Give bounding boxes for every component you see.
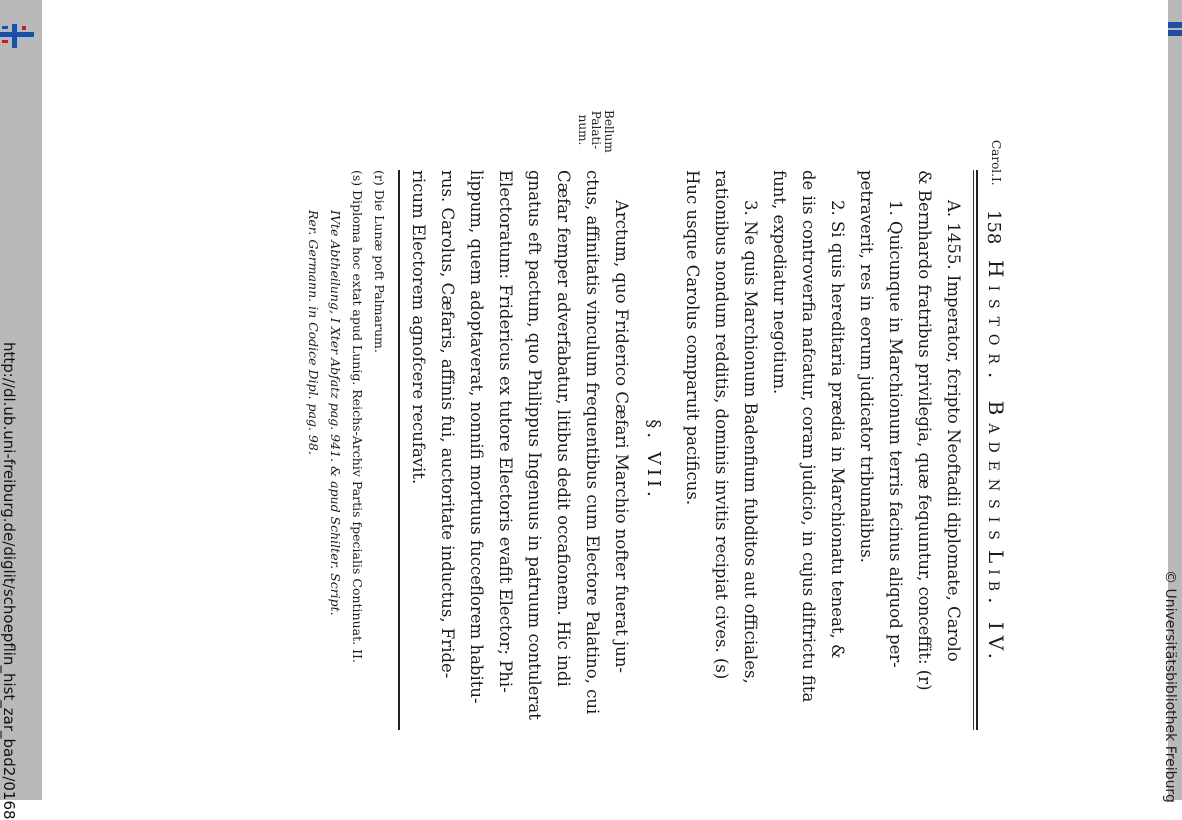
text-line: rus. Carolus, Cæfaris, affinis fui, auctoritate inductus, Fride-	[438, 170, 457, 679]
text-line: ctus, affinitatis vinculum frequentibus cum Electore Palatino, cui	[583, 170, 602, 715]
text-line: & Bernhardo fratribus privilegia, quæ fequuntur, conceffit: (r)	[915, 170, 934, 691]
text-line: Arctum, quo Friderico Cæfari Marchio nofter fuerat jun-	[612, 200, 631, 673]
text-line: Electoratum: Fridericus ex tutore Electoris evafit Elector; Phi-	[496, 170, 515, 693]
section-text	[404, 170, 636, 750]
text-line: de iis controverfia nafcatur, coram judicio, in cujus diftrictu fita	[799, 170, 818, 703]
university-logo-icon	[0, 22, 36, 50]
text-line: A. 1455. Imperator, fcripto Neoftadii diplomate, Carolo	[944, 200, 963, 662]
main-text	[678, 170, 968, 750]
running-title: Histor. Badensis	[984, 260, 1008, 548]
margin-note-top: Carol.I.	[989, 140, 1003, 186]
scanned-page	[306, 110, 1010, 720]
copyright-right: © Universitätsbibliothek Freiburg	[1162, 570, 1178, 803]
page-header	[980, 140, 1010, 700]
text-line: Cæfar femper adverfabatur, litibus dedit occafionem. Hic indi	[554, 170, 573, 687]
footnote-rule	[398, 170, 400, 730]
section-heading: §. VII.	[643, 419, 664, 501]
header-rule	[976, 170, 978, 730]
text-line: Huc usque Carolus comparuit pacificus.	[683, 170, 702, 506]
text-line: lippum, quem adoptaverat, nonnifi mortuus fucceflorem habitu-	[467, 170, 486, 704]
footnotes	[302, 170, 390, 750]
text-line: 1. Quicunque in Marchionum terris facinus aliquod per-	[886, 200, 905, 668]
text-line: 3. Ne quis Marchionum Badenfium fubditos aut officiales,	[741, 200, 760, 684]
running-lib: Lib. IV.	[984, 550, 1008, 666]
text-line: rationibus nondum redditis, dominis invitis recipiat cives. (s)	[712, 170, 731, 680]
text-line: gnatus eft pactum, quo Philippus Ingenuus in patruum contulerat	[525, 170, 544, 720]
footnote: (s) Diploma hoc extat apud Lunig. Reichs-Archiv Partis fpecialis Continuat. II.	[350, 170, 365, 663]
page-number: 158	[983, 210, 1004, 245]
margin-note-side: Bellum Palati-num.	[576, 110, 616, 153]
text-line: funt, expediatur negotium.	[770, 170, 789, 395]
footnote-continuation: IVte Abtheilung, I Xter Abfatz pag. 941. & apud Schilter. Script.	[328, 210, 343, 616]
header-rule-thin	[973, 170, 974, 730]
logo-fragment-icon	[1168, 22, 1182, 36]
footnote-continuation: Rer. Germann. in Codice Dipl. pag. 98.	[306, 210, 321, 455]
text-line: 2. Si quis hereditaria prædia in Marchionatu teneat, &	[828, 200, 847, 659]
text-line: ricum Electorem agnofcere recufavit.	[409, 170, 428, 485]
footnote: (r) Die Lunæ poft Palmarum.	[372, 170, 387, 353]
page-url[interactable]: http://dl.ub.uni-freiburg.de/diglit/schoepflin_hist_zar_bad2/0168	[0, 342, 18, 820]
text-line: petraverit, res in eorum judicator tribunalibus.	[857, 170, 876, 563]
